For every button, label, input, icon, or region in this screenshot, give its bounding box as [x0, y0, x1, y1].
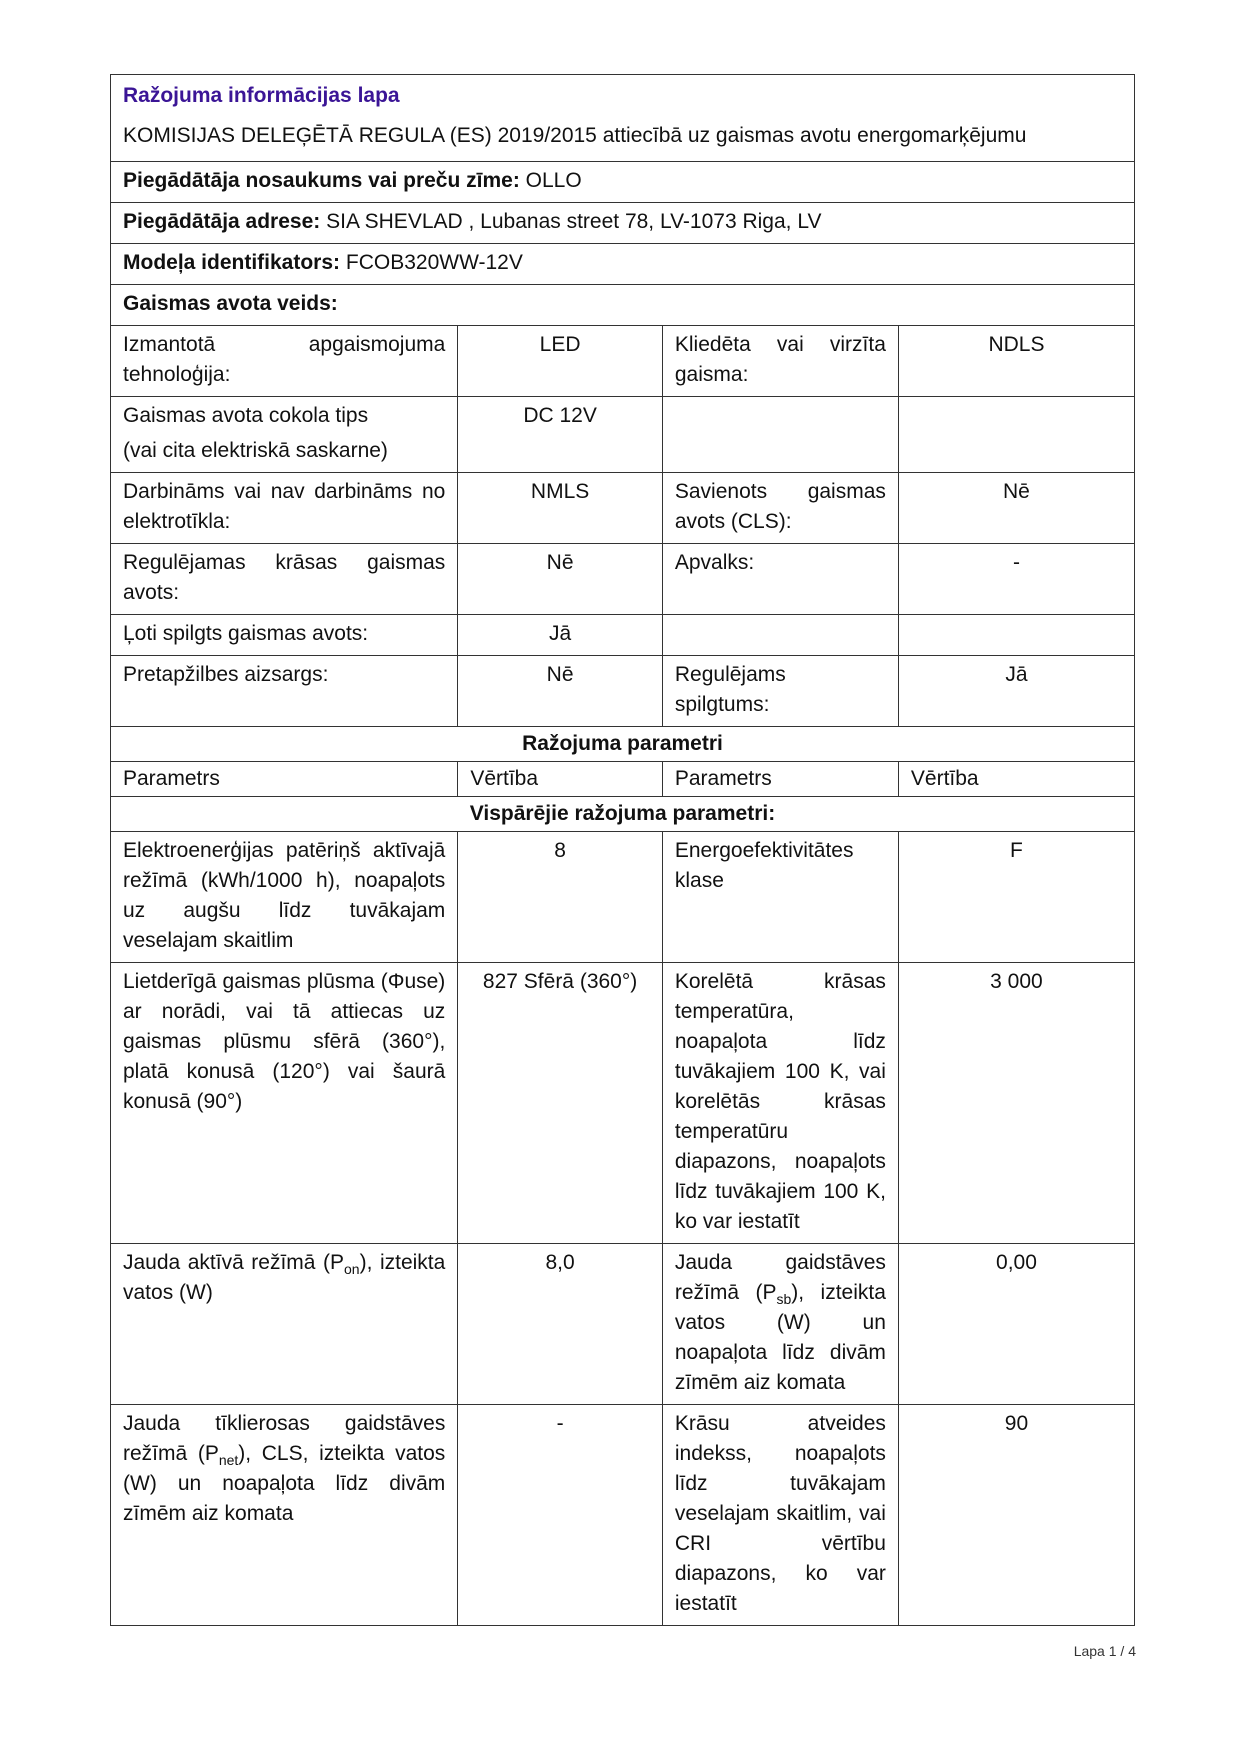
param-row [111, 963, 1135, 1244]
type-param-line: (vai cita elektriskā saskarne) [123, 439, 388, 462]
type-row [111, 656, 1135, 727]
param-value-2: 3 000 [898, 963, 1134, 1244]
type-value-1: Nē [458, 544, 663, 615]
type-row [111, 615, 1135, 656]
param-row [111, 1405, 1135, 1626]
param-value-1: 827 Sfērā (360°) [458, 963, 663, 1244]
type-param-1 [111, 397, 458, 473]
param-value-2: F [898, 832, 1134, 963]
page-separator: / [1120, 1643, 1125, 1659]
type-param-1: Izmantotā apgaismojuma tehnoloģija: [111, 326, 458, 397]
column-header-value: Vērtība [898, 762, 1134, 797]
type-param-1: Darbināms vai nav darbināms no elektrotīkla: [111, 473, 458, 544]
supplier-address-row [111, 203, 1135, 244]
type-row [111, 544, 1135, 615]
page-total: 4 [1128, 1643, 1136, 1659]
type-value-2: - [898, 544, 1134, 615]
param-name-1: Elektroenerģijas patēriņš aktīvajā režīmā (kWh/1000 h), noapaļots uz augšu līdz tuvākajam veselajam skaitlim [111, 832, 458, 963]
param-name-2: Jauda gaidstāves režīmā $(P_{sb})$, izteikta vatos (W) un noapaļota līdz divām zīmēm aiz komata [662, 1244, 898, 1405]
param-name-1: Jauda aktīvā režīmā $(P_{on})$, izteikta vatos (W) [111, 1244, 458, 1405]
param-value-2: 90 [898, 1405, 1134, 1626]
model-id-value: FCOB320WW-12V [345, 251, 523, 274]
param-name-1: Lietderīgā gaismas plūsma (Φuse) ar norādi, vai tā attiecas uz gaismas plūsmu sfērā (360°), platā konusā (120°) vai šaurā konusā (90°) [111, 963, 458, 1244]
product-parameters-heading: Ražojuma parametri [111, 727, 1135, 762]
type-param-1: Ļoti spilgts gaismas avots: [111, 615, 458, 656]
column-header-value: Vērtība [458, 762, 663, 797]
supplier-address-value: SIA SHEVLAD , Lubanas street 78, LV-1073 Riga, LV [326, 210, 822, 233]
supplier-name-row [111, 162, 1135, 203]
param-row [111, 1244, 1135, 1405]
model-id-label: Modeļa identifikators: [123, 251, 341, 274]
page-title: Ražojuma informācijas lapa [111, 75, 1135, 120]
param-name-2: Energoefektivitātes klase [662, 832, 898, 963]
param-name-2: Krāsu atveides indekss, noapaļots līdz tuvākajam veselajam skaitlim, vai CRI vērtību diapazons, ko var iestatīt [662, 1405, 898, 1626]
param-value-2: 0,00 [898, 1244, 1134, 1405]
type-param-2: Kliedēta vai virzīta gaisma: [662, 326, 898, 397]
param-value-1: - [458, 1405, 663, 1626]
type-param-2 [662, 397, 898, 473]
type-value-1: DC 12V [458, 397, 663, 473]
type-value-2: NDLS [898, 326, 1134, 397]
supplier-name-value: OLLO [525, 169, 582, 192]
general-parameters-heading: Vispārējie ražojuma parametri: [111, 797, 1135, 832]
type-param-line: Gaismas avota cokola tips [123, 404, 369, 427]
type-row [111, 326, 1135, 397]
type-row [111, 397, 1135, 473]
type-param-2 [662, 615, 898, 656]
param-value-1: 8,0 [458, 1244, 663, 1405]
product-info-table [110, 74, 1135, 1626]
supplier-name-label: Piegādātāja nosaukums vai preču zīme: [123, 169, 520, 192]
type-value-1: LED [458, 326, 663, 397]
type-param-2: Savienots gaismas avots (CLS): [662, 473, 898, 544]
type-value-2: Jā [898, 656, 1134, 727]
param-name-2: Korelētā krāsas temperatūra, noapaļota līdz tuvākajiem 100 K, vai korelētās krāsas temperatūru diapazons, noapaļots līdz tuvākajiem 100 K, ko var iestatīt [662, 963, 898, 1244]
column-header-parameter: Parametrs [662, 762, 898, 797]
type-value-1: Jā [458, 615, 663, 656]
type-param-2: Regulējams spilgtums: [662, 656, 898, 727]
page-number [1074, 1643, 1136, 1659]
column-header-parameter: Parametrs [111, 762, 458, 797]
type-value-2 [898, 397, 1134, 473]
param-row [111, 832, 1135, 963]
regulation-subtitle: KOMISIJAS DELEĢĒTĀ REGULA (ES) 2019/2015 attiecībā uz gaismas avotu energomarķējumu [111, 119, 1135, 162]
light-source-type-heading: Gaismas avota veids: [111, 285, 1135, 326]
type-value-1: NMLS [458, 473, 663, 544]
param-name-1: Jauda tīklierosas gaidstāves režīmā $(P_{net})$, CLS, izteikta vatos (W) un noapaļota līdz divām zīmēm aiz komata [111, 1405, 458, 1626]
type-value-2: Nē [898, 473, 1134, 544]
type-param-2: Apvalks: [662, 544, 898, 615]
type-value-1: Nē [458, 656, 663, 727]
type-value-2 [898, 615, 1134, 656]
type-row [111, 473, 1135, 544]
page-label: Lapa [1073, 1643, 1105, 1659]
type-param-1: Regulējamas krāsas gaismas avots: [111, 544, 458, 615]
param-value-1: 8 [458, 832, 663, 963]
supplier-address-label: Piegādātāja adrese: [123, 210, 321, 233]
model-id-row [111, 244, 1135, 285]
page-current: 1 [1108, 1643, 1117, 1659]
type-param-1: Pretapžilbes aizsargs: [111, 656, 458, 727]
